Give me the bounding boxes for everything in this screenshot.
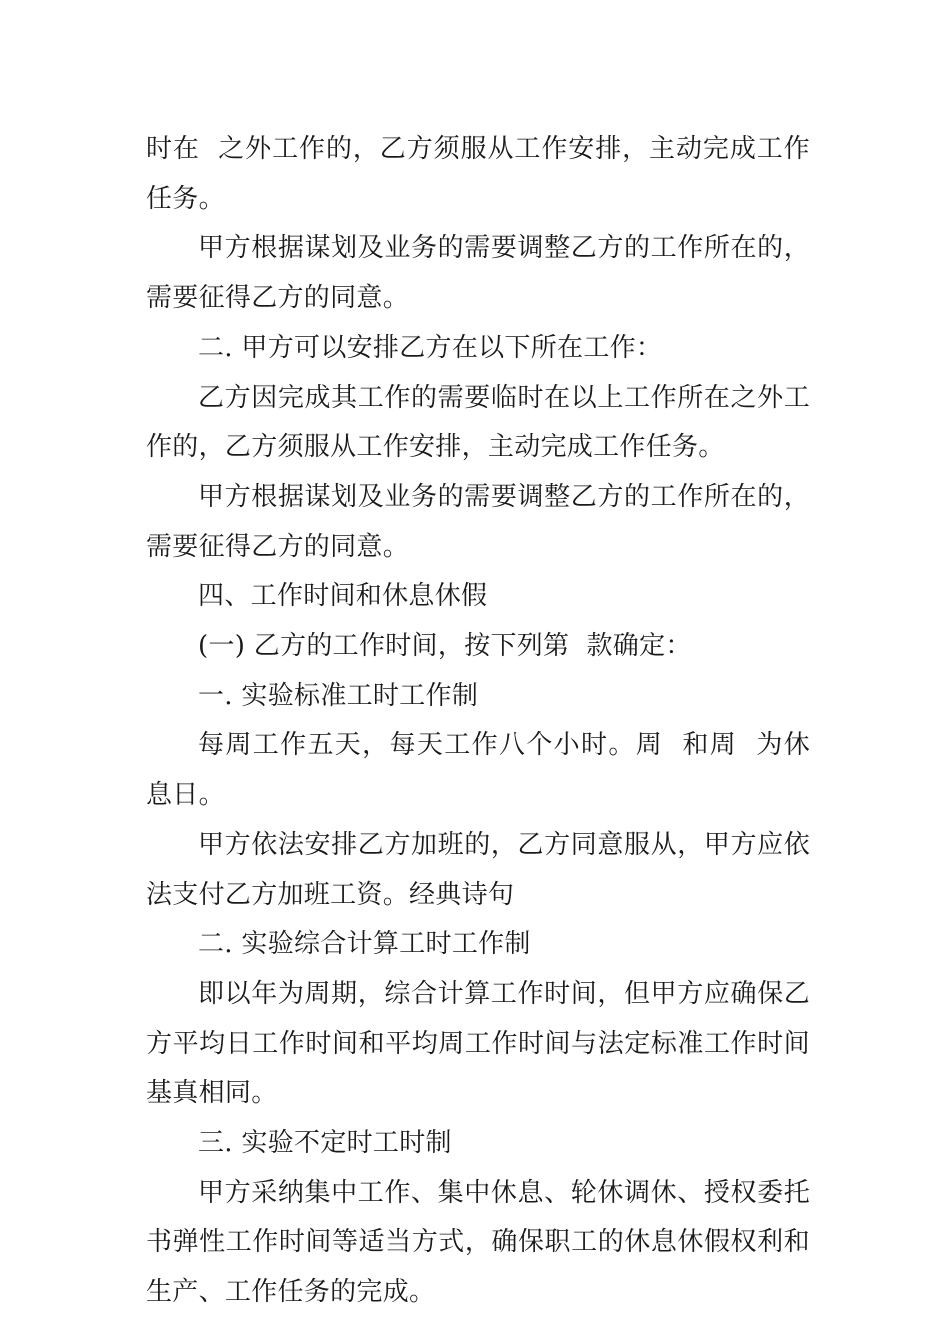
paragraph-3: 二. 甲方可以安排乙方在以下所在工作： bbox=[198, 332, 663, 363]
paragraph-14: 甲方采纳集中工作、集中休息、轮休调休、授权委托书弹性工作时间等适当方式，确保职工的休息休假权利和生产、工作任务的完成。 bbox=[146, 1177, 810, 1308]
item-standard-hours: 一. 实验标准工时工作制 bbox=[198, 680, 479, 711]
paragraph-5: 甲方根据谋划及业务的需要调整乙方的工作所在的，需要征得乙方的同意。 bbox=[146, 481, 810, 562]
paragraph-10: 甲方依法安排乙方加班的，乙方同意服从，甲方应依法支付乙方加班工资。经典诗句 bbox=[146, 829, 810, 910]
paragraph-9: 每周工作五天，每天工作八个小时。周 和周 为休息日。 bbox=[146, 730, 810, 811]
paragraph-2: 甲方根据谋划及业务的需要调整乙方的工作所在的，需要征得乙方的同意。 bbox=[146, 233, 810, 314]
item-comprehensive-hours: 二. 实验综合计算工时工作制 bbox=[198, 929, 531, 960]
item-flexible-hours: 三. 实验不定时工时制 bbox=[198, 1128, 452, 1159]
paragraph-12: 即以年为周期，综合计算工作时间，但甲方应确保乙方平均日工作时间和平均周工作时间与法定标准工作时间基真相同。 bbox=[146, 978, 810, 1109]
document-body bbox=[146, 125, 810, 1318]
section-heading-work-hours: 四、工作时间和休息休假 bbox=[198, 581, 488, 612]
paragraph-4: 乙方因完成其工作的需要临时在以上工作所在之外工作的，乙方须服从工作安排，主动完成工作任务。 bbox=[146, 382, 810, 463]
paragraph-7: (一) 乙方的工作时间，按下列第 款确定： bbox=[198, 631, 692, 662]
paragraph-1: 时在 之外工作的，乙方须服从工作安排，主动完成工作任务。 bbox=[146, 134, 810, 214]
